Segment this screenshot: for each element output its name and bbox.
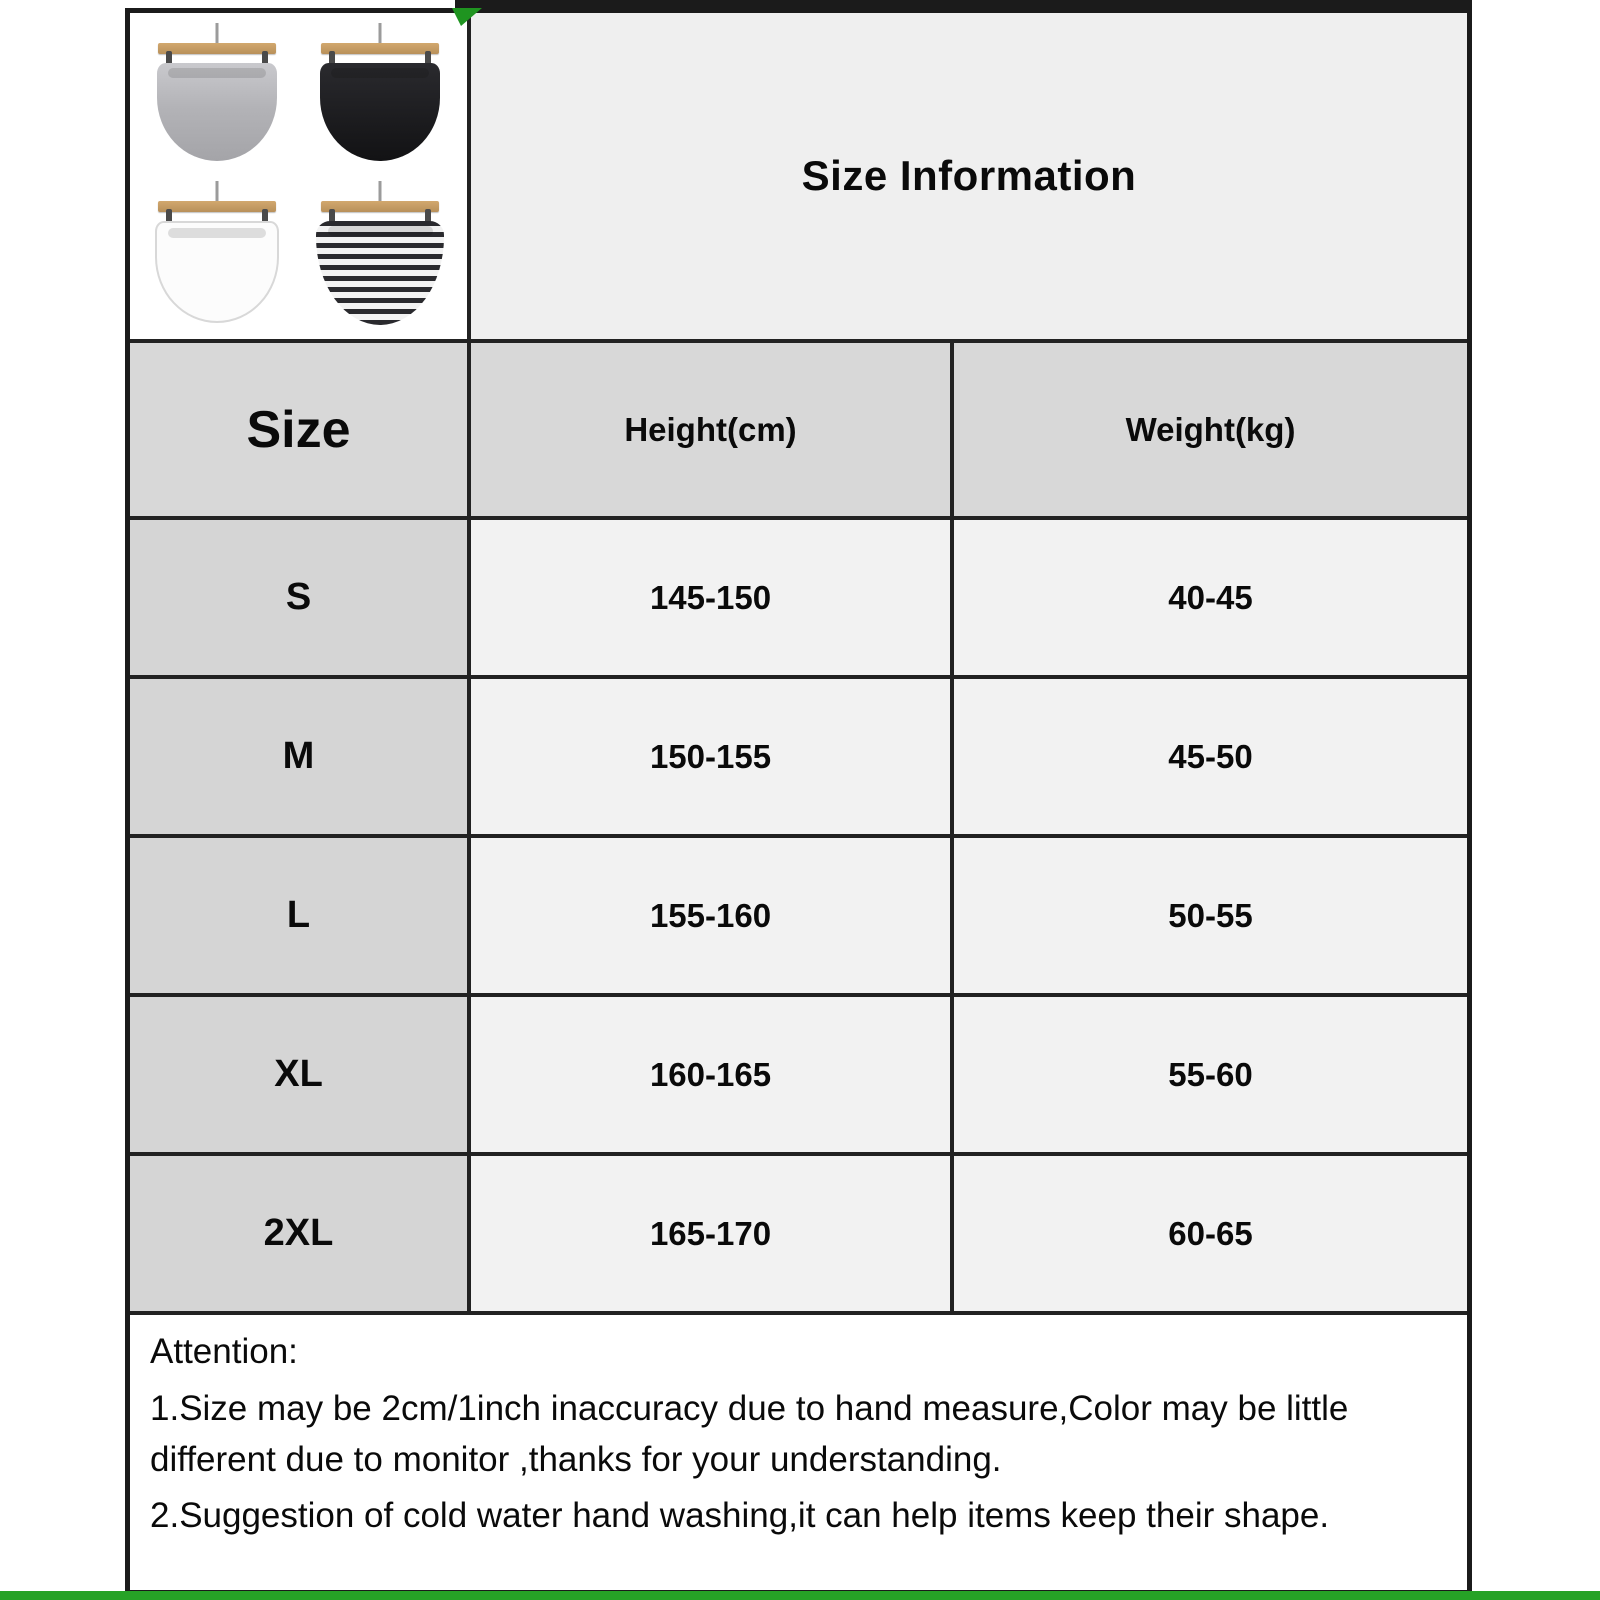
title-row — [130, 13, 1467, 343]
title-cell — [471, 13, 1467, 339]
skirt-photo-grid — [130, 13, 467, 339]
gray-skirt-extender-icon — [138, 23, 296, 171]
column-header-height: Height(cm) — [471, 343, 954, 516]
table-row — [130, 997, 1467, 1156]
hanger-wire-icon — [379, 181, 382, 203]
height-cell: 165-170 — [471, 1156, 954, 1311]
size-cell: 2XL — [130, 1156, 471, 1311]
product-photo — [130, 13, 471, 339]
wooden-hanger-icon — [158, 201, 276, 212]
table-row — [130, 520, 1467, 679]
size-cell: S — [130, 520, 471, 675]
attention-heading: Attention: — [150, 1332, 298, 1371]
attention-note-1: 1.Size may be 2cm/1inch inaccuracy due to hand measure,Color may be little different due to monitor ,thanks for your understanding. — [150, 1388, 1349, 1479]
wooden-hanger-icon — [158, 43, 276, 54]
page-title: Size Information — [801, 152, 1137, 199]
weight-cell: 50-55 — [954, 838, 1467, 993]
column-header-size: Size — [130, 343, 471, 516]
white-skirt-icon — [155, 221, 279, 323]
weight-cell: 45-50 — [954, 679, 1467, 834]
height-cell: 160-165 — [471, 997, 954, 1152]
top-border-strip — [455, 0, 1472, 10]
table-row — [130, 838, 1467, 997]
column-header-weight: Weight(kg) — [954, 343, 1467, 516]
column-header-row — [130, 343, 1467, 520]
size-cell: L — [130, 838, 471, 993]
table-row — [130, 1156, 1467, 1315]
black-skirt-extender-icon — [301, 23, 459, 171]
white-skirt-extender-icon — [138, 181, 296, 329]
bottom-green-bar — [0, 1591, 1600, 1600]
gray-skirt-icon — [157, 63, 277, 161]
table-row — [130, 679, 1467, 838]
hanger-wire-icon — [215, 23, 218, 45]
striped-skirt-extender-icon — [301, 181, 459, 329]
weight-cell: 60-65 — [954, 1156, 1467, 1311]
black-skirt-icon — [320, 63, 440, 161]
attention-box — [130, 1315, 1467, 1590]
size-information-table — [125, 8, 1472, 1595]
weight-cell: 40-45 — [954, 520, 1467, 675]
hanger-wire-icon — [215, 181, 218, 203]
weight-cell: 55-60 — [954, 997, 1467, 1152]
size-cell: M — [130, 679, 471, 834]
wooden-hanger-icon — [321, 43, 439, 54]
size-cell: XL — [130, 997, 471, 1152]
attention-row — [130, 1315, 1467, 1590]
attention-note-2: 2.Suggestion of cold water hand washing,it can help items keep their shape. — [150, 1496, 1330, 1536]
height-cell: 145-150 — [471, 520, 954, 675]
hanger-wire-icon — [379, 23, 382, 45]
height-cell: 150-155 — [471, 679, 954, 834]
striped-skirt-icon — [316, 221, 444, 325]
height-cell: 155-160 — [471, 838, 954, 993]
wooden-hanger-icon — [321, 201, 439, 212]
